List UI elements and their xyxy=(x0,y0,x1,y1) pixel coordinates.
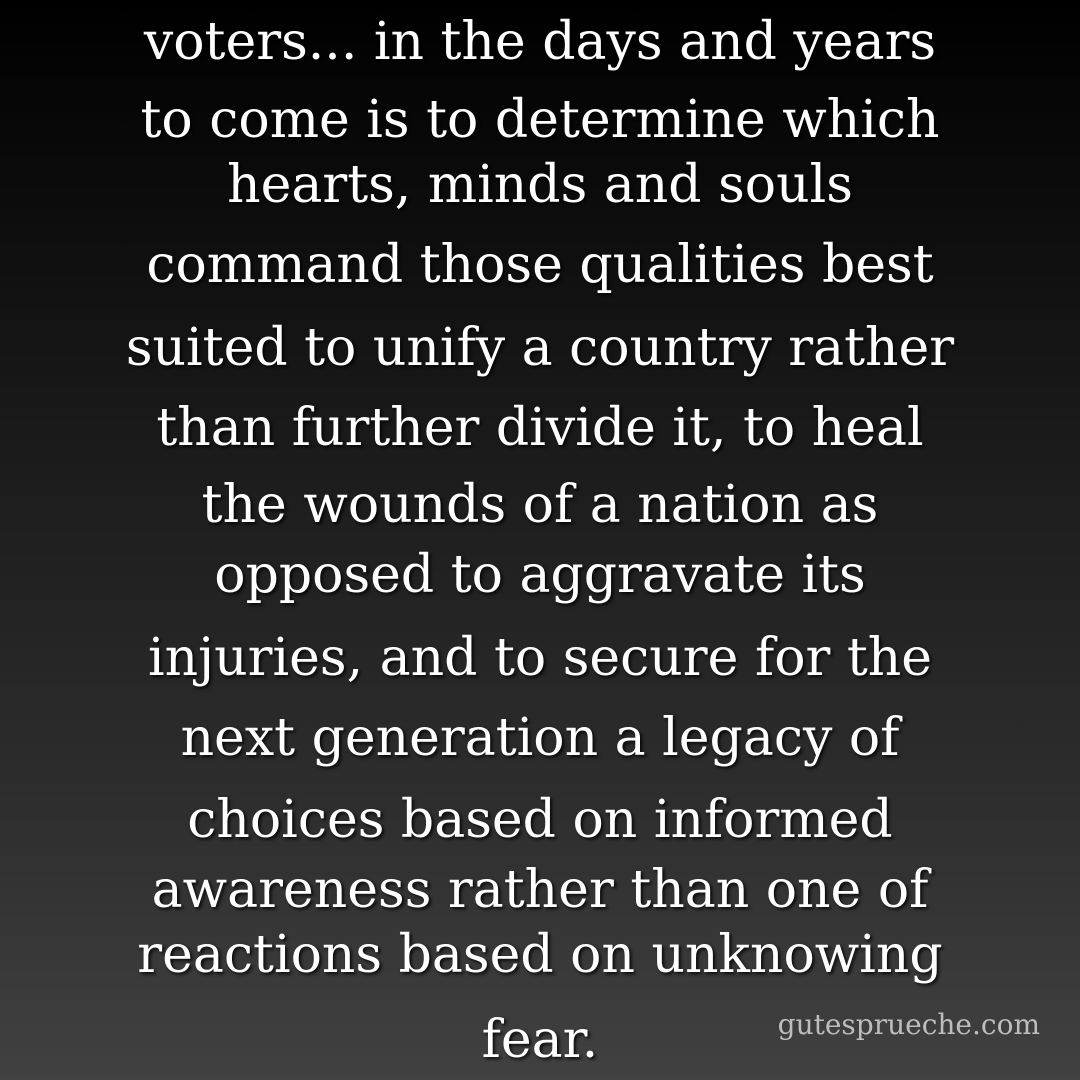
quote-line: choices based on informed xyxy=(187,790,893,850)
watermark: gutesprueche.com xyxy=(777,1008,1040,1041)
quote-line: injuries, and to secure for the xyxy=(147,628,933,688)
quote-line: than further divide it, to heal xyxy=(156,398,924,458)
quote-line: to come is to determine which xyxy=(140,90,940,150)
quote-line: awareness rather than one of xyxy=(151,860,929,920)
quote-line: suited to unify a country rather xyxy=(125,318,955,378)
quote-line: voters... in the days and years xyxy=(143,12,937,72)
quote-line: the wounds of a nation as xyxy=(201,475,879,535)
quote-line: fear. xyxy=(481,1010,599,1070)
quote-line: next generation a legacy of xyxy=(180,708,900,768)
quote-line: reactions based on unknowing xyxy=(137,925,943,985)
quote-line: hearts, minds and souls xyxy=(227,155,853,215)
quote-line: command those qualities best xyxy=(146,235,934,295)
quote-line: opposed to aggravate its xyxy=(214,545,866,605)
